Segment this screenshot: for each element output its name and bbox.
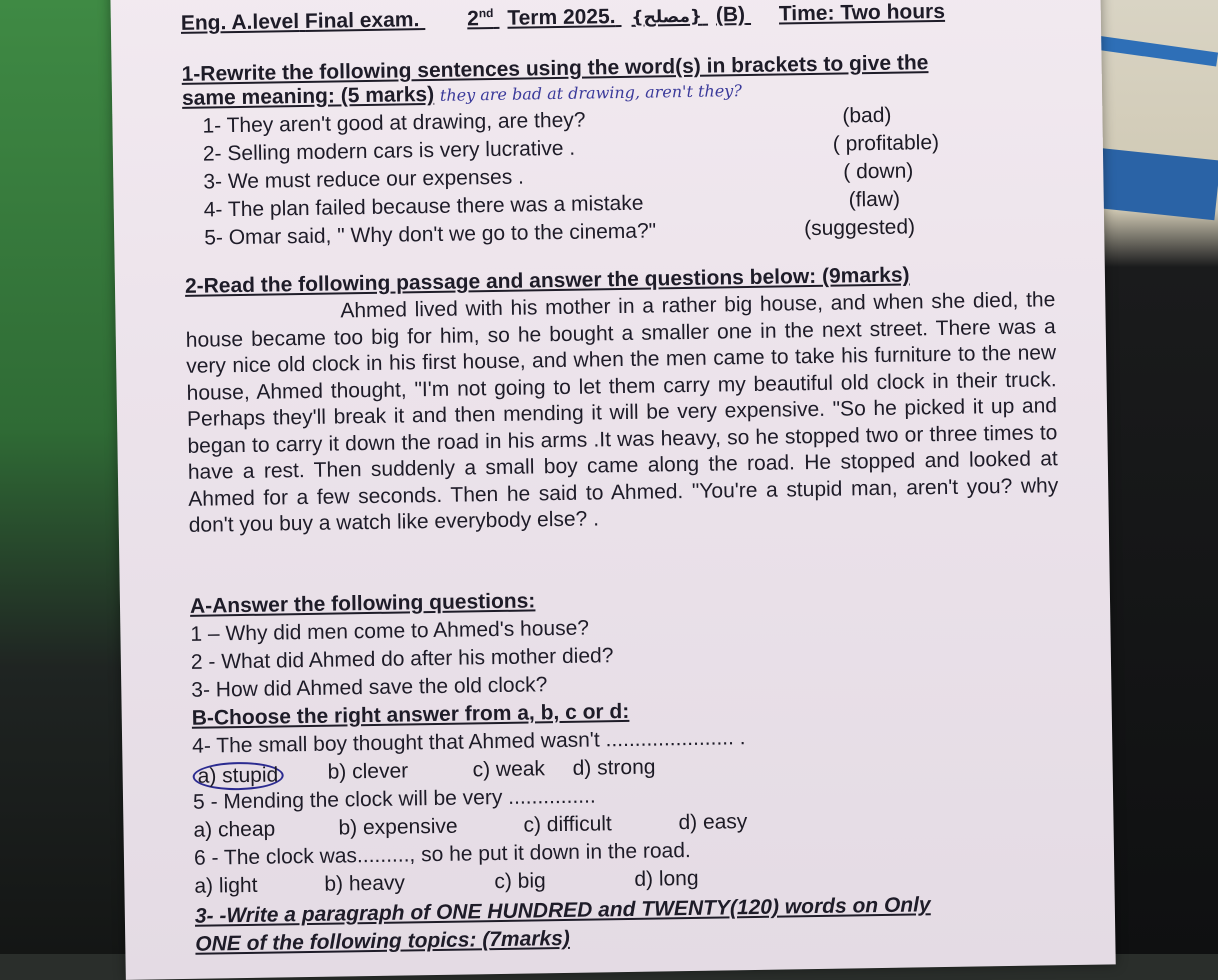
- q6-option-b: b) heavy: [324, 871, 406, 896]
- q6-option-c: c) big: [494, 869, 546, 894]
- passage-text: Ahmed lived with his mother in a rather big house, and when she died, the house became too big for him, so he bought a smaller one in the next street. There was a very nice old clock in his first house, and when the men came to take his furniture to the new house, Ahmed thought, "I'm not going to let them carry my beautiful old clock in their truck. Perhaps they'll break it and then mending it will be very expensive. "So he picked it up and began to carry it down the road in his arms .It was heavy, so he stopped two or three times to have a rest. Then suddenly a small boy came along the road. He stopped and looked at Ahmed for a few seconds. Then he said to Ahmed. "You're a stupid man, aren't you? why don't you buy a watch like everybody else? .: [185, 288, 1059, 537]
- s1-item-4: 4- The plan failed because there was a mistake: [203, 191, 644, 222]
- q4-option-c: c) weak: [472, 757, 546, 782]
- section1-title-line2: same meaning: (5 marks): [181, 82, 435, 110]
- q4-option-a: a) stupid: [192, 761, 283, 790]
- s1-hint-2: ( profitable): [832, 131, 940, 156]
- s1-item-1: 1- They aren't good at drawing, are they?: [202, 108, 586, 138]
- exam-paper: [110, 0, 1116, 980]
- s1-item-3: 3- We must reduce our expenses .: [203, 165, 525, 194]
- partA-title: A-Answer the following questions:: [189, 589, 536, 618]
- partA-q1: 1 – Why did men come to Ahmed's house?: [190, 616, 590, 646]
- partA-q2: 2 - What did Ahmed do after his mother died?: [190, 644, 614, 674]
- partA-q3: 3- How did Ahmed save the old clock?: [191, 673, 548, 702]
- s1-hint-5: (suggested): [803, 215, 916, 241]
- header-time: Time: Two hours: [778, 0, 946, 26]
- section3-title-line2: ONE of the following topics: (7marks): [195, 926, 570, 956]
- q5-option-c: c) difficult: [523, 812, 612, 837]
- q6-option-a: a) light: [194, 873, 258, 898]
- q6-option-d: d) long: [634, 866, 699, 891]
- header-term: 2nd: [466, 5, 494, 31]
- q5-option-b: b) expensive: [338, 814, 458, 840]
- s1-hint-1: (bad): [842, 103, 892, 128]
- q5-option-d: d) easy: [678, 810, 748, 835]
- header-arabic-tag: {مصلح}: [631, 6, 703, 28]
- s1-hint-4: (flaw): [848, 187, 901, 212]
- partB-q4: 4- The small boy thought that Ahmed wasn't ...................... .: [192, 726, 746, 758]
- header-exam: Final exam.: [304, 8, 420, 33]
- exam-header: [181, 0, 945, 36]
- section3-title-line1: 3- -Write a paragraph of ONE HUNDRED and TWENTY(120) words on Only: [194, 893, 931, 928]
- partB-title: B-Choose the right answer from a, b, c or d:: [191, 699, 630, 730]
- section2-title: 2-Read the following passage and answer the questions below: (9marks): [184, 263, 910, 298]
- q4-option-d: d) strong: [572, 755, 656, 780]
- q5-option-a: a) cheap: [193, 817, 276, 842]
- q4-option-b: b) clever: [327, 759, 409, 784]
- partB-q6: 6 - The clock was........., so he put it down in the road.: [193, 838, 691, 870]
- s1-item-2: 2- Selling modern cars is very lucrative .: [202, 136, 576, 166]
- section1-title-line1: 1-Rewrite the following sentences using the word(s) in brackets to give the: [181, 51, 929, 86]
- header-model: (B): [715, 3, 746, 27]
- handwritten-note: they are bad at drawing, aren't they?: [439, 81, 742, 105]
- reading-passage: [185, 287, 1059, 539]
- s1-hint-3: ( down): [843, 159, 914, 184]
- partB-q5: 5 - Mending the clock will be very ...............: [192, 784, 596, 814]
- header-course: Eng. A.level: [180, 10, 300, 35]
- s1-item-5: 5- Omar said, " Why don't we go to the cinema?": [204, 219, 657, 250]
- header-term-suffix: Term 2025.: [507, 5, 616, 30]
- exam-content: [180, 0, 1061, 956]
